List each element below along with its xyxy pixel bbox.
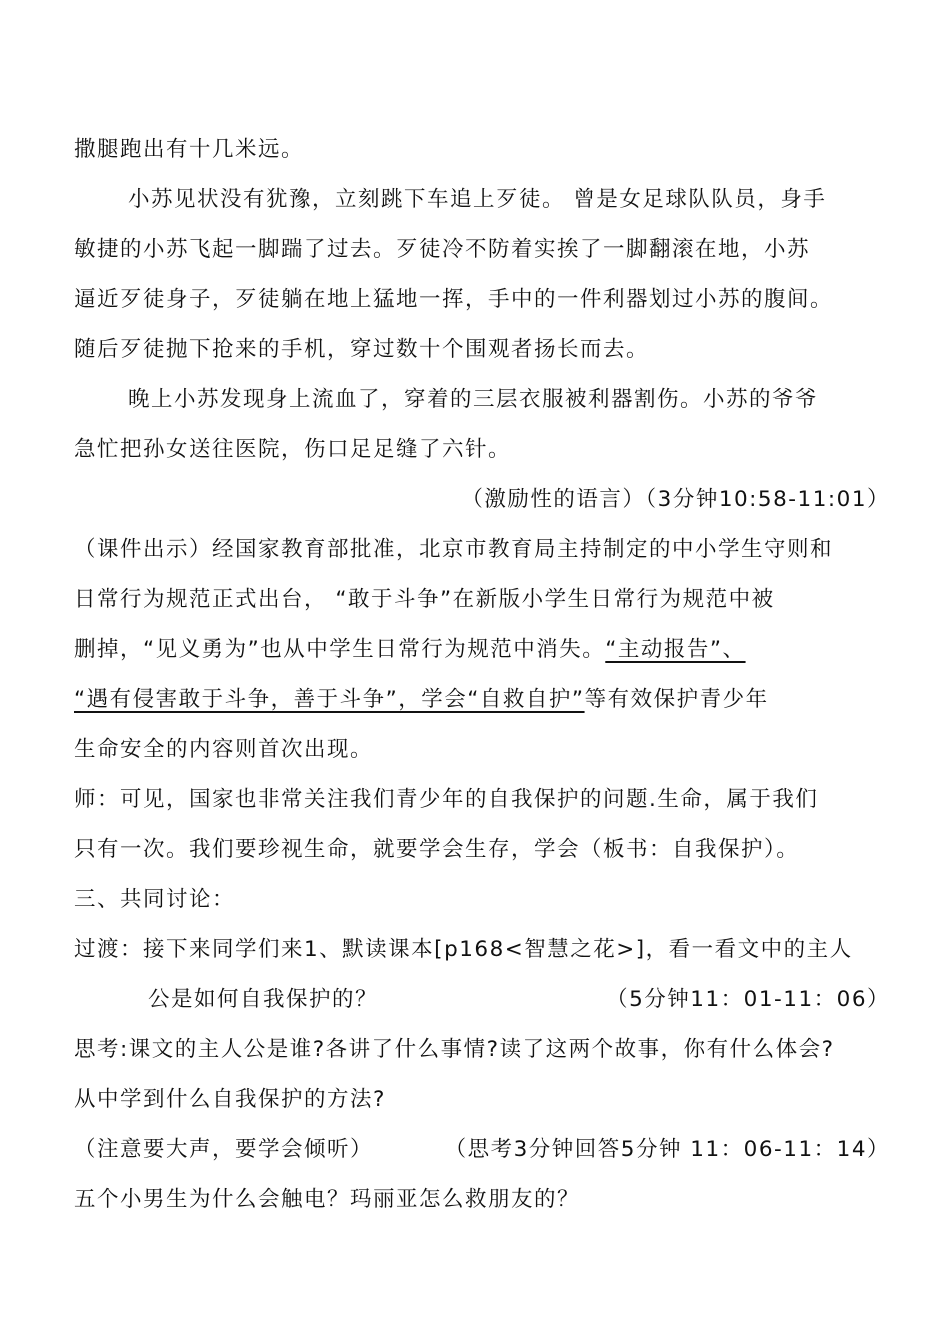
text-line: 过渡：接下来同学们来1、默读课本[p168<智慧之花>]，看一看文中的主人 (74, 937, 853, 962)
text-line: 公是如何自我保护的？ (148, 987, 379, 1012)
text-line: 小苏见状没有犹豫，立刻跳下车追上歹徒。 曾是女足球队队员，身手 (128, 187, 827, 212)
text-line: 随后歹徒抛下抢来的手机，穿过数十个围观者扬长而去。 (74, 337, 650, 362)
text-line: 日常行为规范正式出台， “敢于斗争”在新版小学生日常行为规范中被 (74, 587, 775, 612)
text-line: 撒腿跑出有十几米远。 (74, 137, 305, 162)
text-line: 敏捷的小苏飞起一脚踹了过去。歹徒冷不防着实挨了一脚翻滚在地，小苏 (74, 237, 811, 262)
section-heading: 三、共同讨论： (74, 887, 236, 912)
text-line (74, 686, 890, 714)
timing-note: （激励性的语言）（3分钟10:58-11:01） (461, 487, 890, 512)
timing-note: （5分钟11：01-11：06） (606, 987, 890, 1012)
underlined-text: “主动报告”、 (605, 637, 746, 662)
text-line: 只有一次。我们要珍视生命，就要学会生存，学会（板书：自我保护）。 (74, 837, 800, 862)
text-segment: 等有效保护青少年 (584, 687, 769, 712)
timing-note: （思考3分钟回答5分钟 11：06-11：14） (444, 1137, 890, 1162)
text-line: 五个小男生为什么会触电？玛丽亚怎么救朋友的？ (74, 1187, 581, 1212)
text-line: 师：可见，国家也非常关注我们青少年的自我保护的问题.生命，属于我们 (74, 787, 819, 812)
text-line: 从中学到什么自我保护的方法? (74, 1087, 386, 1112)
text-line: 生命安全的内容则首次出现。 (74, 737, 374, 762)
text-line (74, 636, 890, 664)
text-line: 急忙把孙女送往医院，伤口足足缝了六针。 (74, 437, 512, 462)
text-line: （注意要大声，要学会倾听） (74, 1137, 374, 1162)
text-line: 晚上小苏发现身上流血了，穿着的三层衣服被利器割伤。小苏的爷爷 (128, 387, 819, 412)
underlined-text: “遇有侵害敢于斗争，善于斗争”，学会“自救自护” (74, 687, 585, 712)
text-line: 思考:课文的主人公是谁?各讲了什么事情?读了这两个故事，你有什么体会? (74, 1037, 835, 1062)
text-line: 逼近歹徒身子，歹徒躺在地上猛地一挥，手中的一件利器划过小苏的腹间。 (74, 287, 834, 312)
text-segment: 删掉，“见义勇为”也从中学生日常行为规范中消失。 (74, 637, 606, 662)
text-line: （课件出示）经国家教育部批准，北京市教育局主持制定的中小学生守则和 (74, 537, 834, 562)
